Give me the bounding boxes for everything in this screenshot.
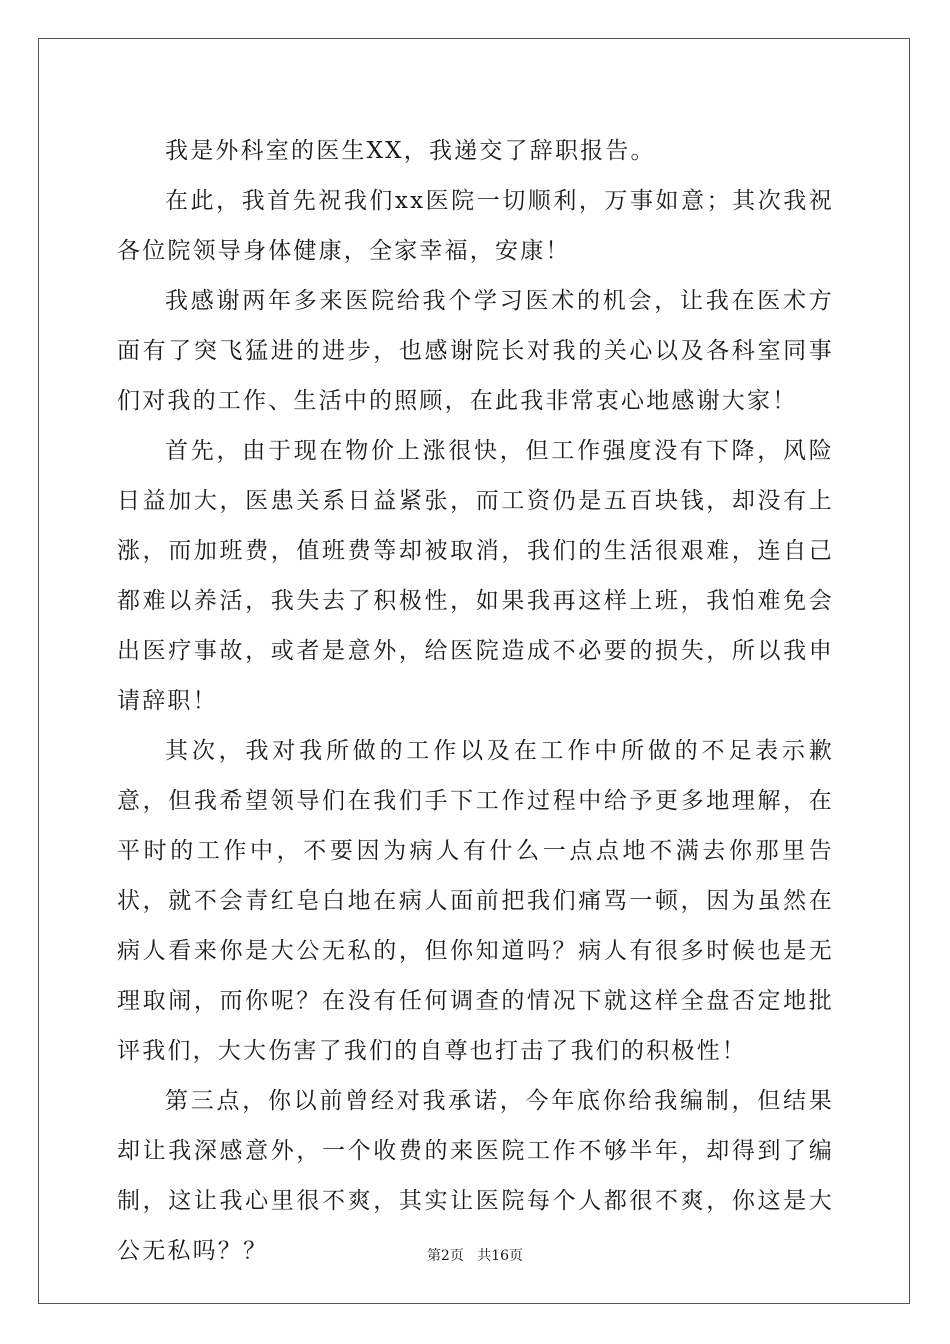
page-number: 第2页: [426, 1248, 464, 1264]
document-body: [117, 126, 834, 1276]
paragraph-6: 第三点，你以前曾经对我承诺，今年底你给我编制，但结果却让我深感意外，一个收费的来医院工作不够半年，却得到了编制，这让我心里很不爽，其实让医院每个人都很不爽，你这是大公无私吗？？: [117, 1088, 834, 1264]
paragraph-2: 在此，我首先祝我们xx医院一切顺利，万事如意；其次我祝各位院领导身体健康，全家幸福，安康！: [117, 188, 834, 264]
paragraph-4: 首先，由于现在物价上涨很快，但工作强度没有下降，风险日益加大，医患关系日益紧张，而工资仍是五百块钱，却没有上涨，而加班费，值班费等却被取消，我们的生活很艰难，连自己都难以养活，我失去了积极性，如果我再这样上班，我怕难免会出医疗事故，或者是意外，给医院造成不必要的损失，所以我申请辞职！: [117, 438, 834, 714]
paragraph-3: 我感谢两年多来医院给我个学习医术的机会，让我在医术方面有了突飞猛进的进步，也感谢院长对我的关心以及各科室同事们对我的工作、生活中的照顾，在此我非常衷心地感谢大家！: [117, 288, 834, 414]
paragraph-5: 其次，我对我所做的工作以及在工作中所做的不足表示歉意，但我希望领导们在我们手下工作过程中给予更多地理解，在平时的工作中，不要因为病人有什么一点点地不满去你那里告状，就不会青红皂白地在病人面前把我们痛骂一顿，因为虽然在病人看来你是大公无私的，但你知道吗？病人有很多时候也是无理取闹，而你呢？在没有任何调查的情况下就这样全盘否定地批评我们，大大伤害了我们的自尊也打击了我们的积极性！: [117, 738, 834, 1064]
page-total: 共16页: [477, 1248, 524, 1264]
page-footer: [0, 1247, 950, 1265]
paragraph-1: 我是外科室的医生XX，我递交了辞职报告。: [165, 138, 656, 164]
